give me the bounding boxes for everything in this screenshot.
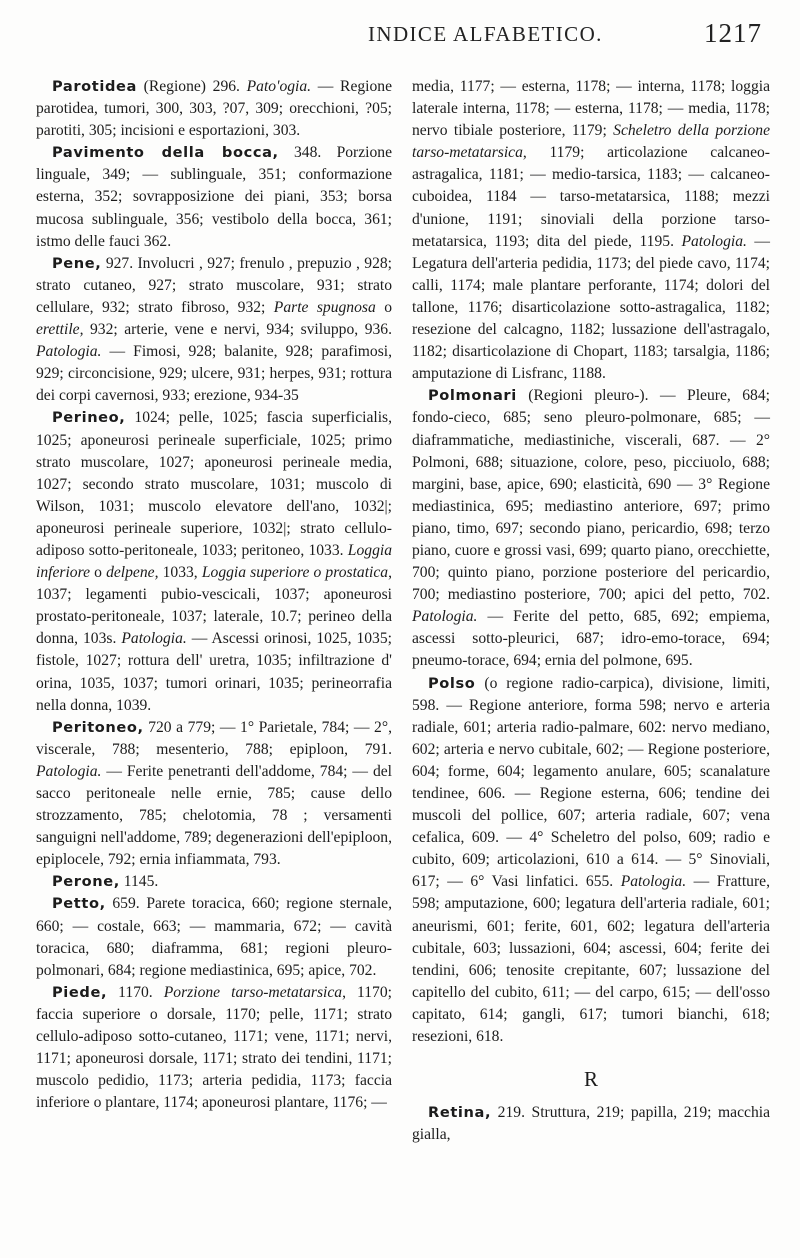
entry-subheading: Patologia. bbox=[620, 873, 687, 891]
page-number: 1217 bbox=[704, 18, 762, 48]
left-column bbox=[36, 76, 392, 1114]
entry-text: 932; arterie, vene e nervi, 934; sviluppo, 936. bbox=[83, 321, 392, 339]
entry-text: , 1179; articolazione calcaneo-astragalica, 1181; — medio-tarsica, 1183; — calcaneo-cuboidea, 1184 — tarso-metatarsica, 1188; mezzi d'unione, 1191; sinoviali della porzione tarso-metatarsica, 1193; dita del piede, 1195. bbox=[412, 144, 770, 250]
entry-text: — Legatura dell'arteria pedidia, 1173; del piede cavo, 1174; calli, 1174; male plantare perforante, 1174; dolori del tallone, 1176; disarticolazione sotto-astragalica, 1182; resezione del calcagno, 1182; lussazione dell'astragalo, 1182; disarticolazione di Chopart, 1183; tarsalgia, 1186; amputazione di Lisfranc, 1188. bbox=[412, 232, 770, 383]
entry-subheading: Porzione tarso-metatarsica bbox=[163, 983, 343, 1001]
entry-headword: Parotidea bbox=[52, 78, 137, 95]
entry-subheading: Loggia superiore o prostatica bbox=[201, 564, 389, 582]
entry-subheading: Patologia. bbox=[36, 343, 102, 361]
entry-text: , 1170; faccia superiore o dorsale, 1170; pelle, 1171; strato cellulo-adiposo sotto-cutaneo, 1171; vene, 1171; nervi, 1171; aponeurosi dorsale, 1171; strato dei tendini, 1171; muscolo pedidio, 1173; arteria pedidia, 1173; faccia inferiore o plantare, 1174; aponeurosi plantare, 1176; — bbox=[36, 983, 392, 1112]
entry-text: , 1037; legamenti pubio-vescicali, 1037; aponeurosi prostato-peritoneale, 1037; laterale, 10.7; perineo della donna, 103s. bbox=[36, 564, 393, 648]
running-title: INDICE ALFABETICO. bbox=[368, 22, 603, 46]
index-entry-perone bbox=[36, 871, 392, 893]
entry-headword: Peritoneo, bbox=[52, 718, 144, 736]
entry-subheading: Pato'ogia. bbox=[246, 78, 312, 95]
index-entry-pene bbox=[36, 253, 392, 408]
entry-headword: Piede, bbox=[52, 983, 108, 1001]
entry-headword: Perineo, bbox=[52, 409, 126, 427]
entry-headword: Retina, bbox=[428, 1104, 492, 1122]
entry-text: — Fimosi, 928; balanite, 928; parafimosi, 929; circoncisione, 929; ulcere, 931; herpes, 931; rottura dei corpi cavernosi, 933; erezione, 934-35 bbox=[36, 343, 392, 405]
entry-subheading: Parte spugnosa bbox=[273, 298, 376, 316]
entry-subheading: erettile, bbox=[36, 321, 84, 339]
entry-text: (Regioni pleuro-). — Pleure, 684; fondo-cieco, 685; seno pleuro-polmonare, 685; — diaframmatiche, mediastiniche, viscerali, 687. — 2° Polmoni, 688; situazione, colore, peso, picciuolo, 688; margini, base, apice, 690; elasticità, 690 — 3° Regione mediastinica, 695; mediastino anteriore, 697; primo piano, timo, 697; secondo piano, pericardio, 698; terzo piano, cuore e grossi vasi, 699; quarto piano, orecchiette, 700; quinto piano, porzione posteriore del pericardio, 700; mediastino posteriore, 700; apici del petto, 702. bbox=[412, 387, 770, 604]
right-column bbox=[412, 76, 770, 1146]
entry-text: media, 1177; — esterna, 1178; — interna, 1178; loggia laterale interna, 1178; — esterna, 1178; — media, 1178; nervo tibiale posteriore, 1179; bbox=[412, 78, 770, 140]
entry-subheading: Patologia. bbox=[121, 630, 187, 648]
entry-text: 659. Parete toracica, 660; regione sternale, 660; — costale, 663; — mammaria, 672; — cavità toracica, 680; diaframma, 681; regioni pleuro-polmonari, 684; regione mediastinica, 695; apice, 702. bbox=[36, 895, 392, 979]
entry-text: 348. Porzione linguale, 349; — sublinguale, 351; conformazione esterna, 352; sovrapposizione dei piani, 353; borsa mucosa sublinguale, 356; vestibolo della bocca, 361; istmo delle fauci 362. bbox=[36, 144, 392, 250]
index-entry-perineo bbox=[36, 407, 392, 716]
index-entry-peritoneo bbox=[36, 717, 392, 872]
index-entry-piede-continued bbox=[412, 76, 770, 385]
entry-headword: Petto, bbox=[52, 895, 106, 913]
entry-headword: Pene, bbox=[52, 254, 102, 272]
entry-subheading: delpene, bbox=[106, 564, 159, 582]
entry-headword: Perone, bbox=[52, 873, 120, 891]
entry-subheading: Patologia. bbox=[412, 608, 478, 626]
entry-headword: Pavimento della bocca, bbox=[52, 144, 279, 162]
entry-headword: Polmonari bbox=[428, 387, 517, 405]
index-entry-pavimento bbox=[36, 142, 392, 252]
index-entry-piede bbox=[36, 982, 392, 1115]
entry-text: 1145. bbox=[119, 873, 159, 891]
entry-text: o bbox=[90, 564, 107, 582]
index-entry-parotidea bbox=[36, 76, 392, 142]
entry-text: 1024; pelle, 1025; fascia superficialis, 1025; aponeurosi perineale superficiale, 1025; primo strato muscolare, 1027; aponeurosi perineale media, 1027; secondo strato muscolare, 1031; muscolo di Wilson, 1031; muscolo elevatore dell'ano, 1032|; aponeurosi perineale superiore, 1032|; strato cellulo-adiposo sotto-peritoneale, 1033; peritoneo, 1033. bbox=[36, 409, 392, 559]
entry-text: — Ascessi orinosi, 1025, 1035; fistole, 1027; rottura dell' uretra, 1035; infiltrazione d' orina, 1035, 1037; tumori orinari, 1035; perineorrafia nella donna, 1039. bbox=[36, 630, 392, 714]
entry-text: 1170. bbox=[107, 983, 164, 1001]
index-entry-petto bbox=[36, 893, 392, 981]
entry-subheading: Scheletro della porzione tarso-metatarsica bbox=[412, 122, 770, 162]
entry-text: 927. Involucri , 927; frenulo , prepuzio , 928; strato cutaneo, 927; strato muscolare, 931; strato cellulare, 932; strato fibroso, 932; bbox=[36, 254, 392, 316]
index-entry-retina bbox=[412, 1102, 770, 1146]
entry-headword: Polso bbox=[428, 674, 476, 692]
entry-text: — Regione parotidea, tumori, 300, 303, ?07, 309; orecchioni, ?05; parotiti, 305; incisioni e esportazioni, 303. bbox=[36, 78, 393, 140]
entry-text: o bbox=[375, 298, 392, 316]
entry-text: (Regione) 296. bbox=[136, 78, 247, 95]
entry-text: — Ferite penetranti dell'addome, 784; — del sacco peritoneale nelle ernie, 785; cause dello strozzamento, 785; chelotomia, 78 ; versamenti sanguigni nell'addome, 789; degenerazioni dell'epiploon, epiplocele, 792; ernia infiammata, 793. bbox=[36, 762, 392, 869]
entry-text: — Fratture, 598; amputazione, 600; legatura dell'arteria radiale, 601; aneurismi, 601; ferite, 601, 602; legatura dell'arteria cubitale, 603; lussazioni, 604; ascessi, 604; ferite dei tendini, 606; tenosite crepitante, 607; lussazione del capitello del cubito, 611; — del carpo, 615; — dell'osso capitato, 614; gangli, 617; tumori bianchi, 618; resezioni, 618. bbox=[412, 873, 770, 1046]
entry-subheading: Patologia. bbox=[36, 762, 102, 780]
entry-text: 1033, bbox=[158, 564, 202, 582]
entry-text: (o regione radio-carpica), divisione, limiti, 598. — Regione anteriore, forma 598; nervo e arteria radiale, 601; arteria radio-palmare, 602: nervo mediano, 602; arteria e nervo cubitale, 602; — Regione posteriore, 604; forme, 604; legamento anulare, 605; scanalature tendinee, 606. — Regione esterna, 606; tendine dei muscoli del pollice, 607; arteria radiale, 607; vena cefalica, 609. — 4° Scheletro del polso, 609; radio e cubito, 609; articolazioni, 610 a 614. — 5° Sinoviali, 617; — 6° Vasi linfatici. 655. bbox=[412, 674, 770, 891]
entry-subheading: Patologia. bbox=[681, 232, 747, 250]
entry-text: 720 a 779; — 1° Parietale, 784; — 2°, viscerale, 788; mesenterio, 788; epiploon, 791. bbox=[36, 718, 392, 758]
index-entry-polmonari bbox=[412, 385, 770, 672]
entry-text: — Ferite del petto, 685, 692; empiema, ascessi sotto-pleurici, 687; idro-emo-torace, 694; pneumo-torace, 694; ernia del polmone, 695. bbox=[412, 608, 770, 670]
letter-section-heading: R bbox=[583, 1067, 598, 1092]
page-header bbox=[0, 16, 800, 56]
entry-text: 219. Struttura, 219; papilla, 219; macchia gialla, bbox=[412, 1104, 770, 1144]
entry-subheading: Loggia inferiore bbox=[36, 541, 392, 582]
index-entry-polso bbox=[412, 673, 770, 1049]
